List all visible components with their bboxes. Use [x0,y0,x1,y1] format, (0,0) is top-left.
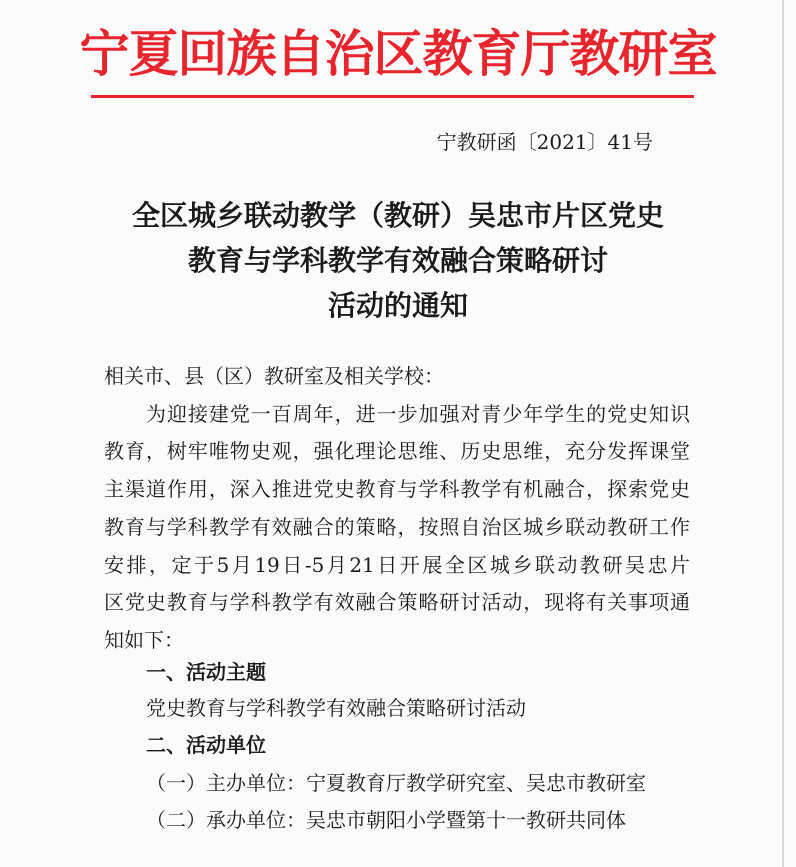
section-item: 党史教育与学科教学有效融合策略研讨活动 [146,696,526,720]
paragraph-line: 知如下： [104,628,184,652]
paragraph-line: 教育与学科教学有效融合的策略，按照自治区城乡联动教研工作 [104,515,690,539]
document-number: 宁教研函〔2021〕41号 [436,130,653,154]
paragraph-line: 安排，定于5月19日-5月21日开展全区城乡联动教研吴忠片 [104,553,690,577]
paragraph-line: 教育，树牢唯物史观，强化理论思维、历史思维，充分发挥课堂 [104,439,690,463]
salutation: 相关市、县（区）教研室及相关学校： [104,364,444,388]
title-line-2: 教育与学科教学有效融合策略研讨 [187,244,608,277]
title-line-1: 全区城乡联动教学（教研）吴忠市片区党史 [131,199,664,232]
paragraph-line: 为迎接建党一百周年，进一步加强对青少年学生的党史知识 [146,402,690,426]
section-item: （二）承办单位：吴忠市朝阳小学暨第十一教研共同体 [146,808,626,832]
title-line-3: 活动的通知 [327,289,468,322]
section-heading-theme: 一、活动主题 [146,660,266,684]
red-divider [91,95,694,98]
paragraph-line: 区党史教育与学科教学有效融合策略研讨活动，现将有关事项通 [104,590,690,614]
section-heading-units: 二、活动单位 [146,733,266,757]
paragraph-line: 主渠道作用，深入推进党史教育与学科教学有机融合，探索党史 [104,477,690,501]
issuing-organization: 宁夏回族自治区教育厅教研室 [79,25,717,83]
section-item: （一）主办单位：宁夏教育厅教学研究室、吴忠市教研室 [146,771,646,795]
scan-edge [782,0,784,867]
